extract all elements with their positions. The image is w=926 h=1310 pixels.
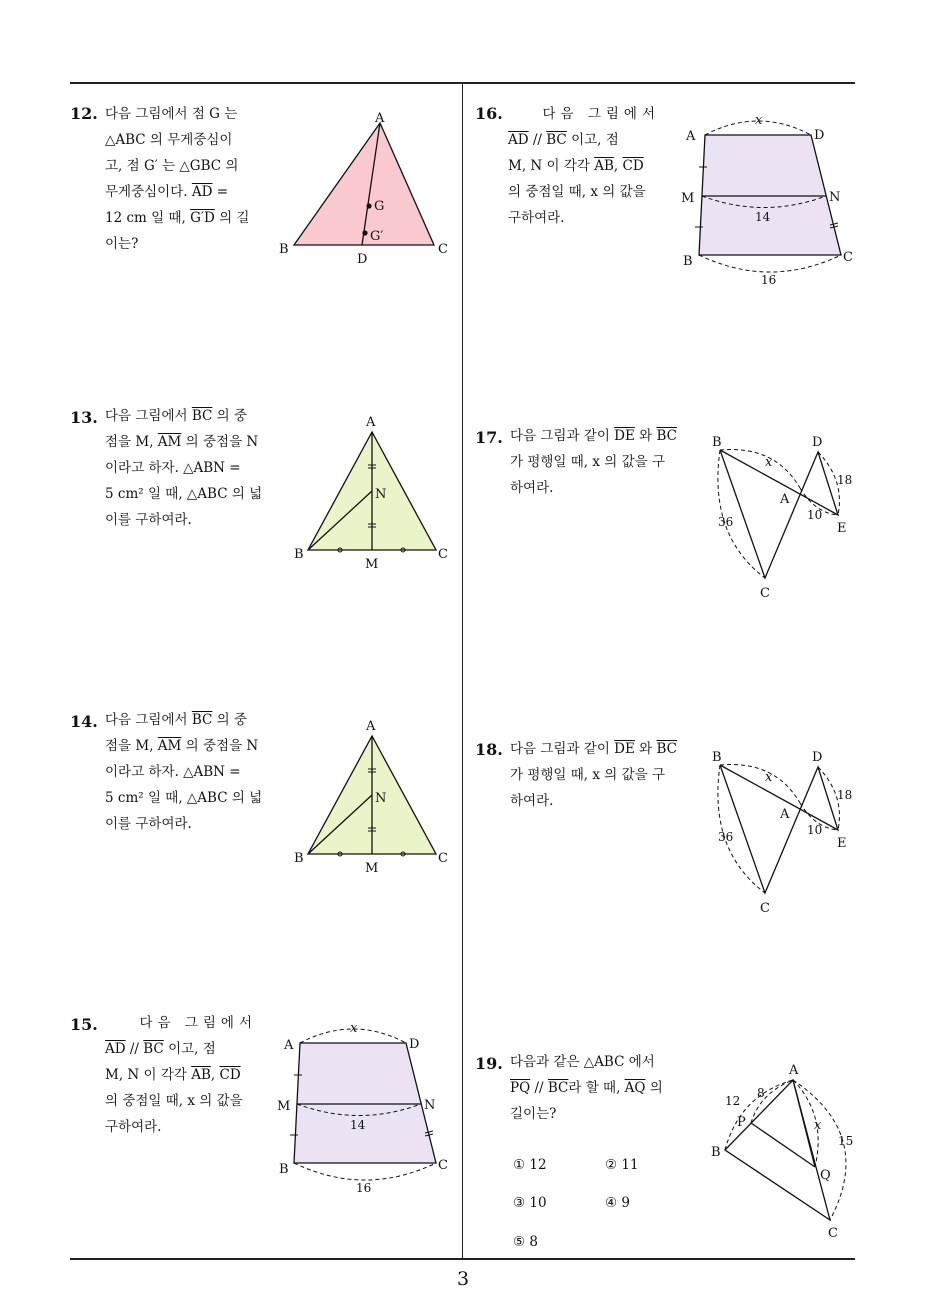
dim-15 [793,1080,846,1220]
label-x: x [814,1118,822,1133]
label-16: 16 [761,273,777,287]
label-m: M [277,1099,291,1114]
page-number: 3 [456,1268,470,1290]
label-c: C [843,250,853,265]
label-c: C [438,547,448,562]
dim-16 [294,1163,436,1180]
label-b: B [294,547,304,562]
choice-2[interactable]: ② 11 [605,1157,639,1173]
label-18: 18 [837,788,853,802]
label-d: D [357,252,368,267]
label-10: 10 [807,508,823,522]
crossed-triangles-figure [700,740,865,925]
question-text: 다음 그림에서 $\overline{AD} // \overline{BC}$ 이고, 점 M, N 이 각각 $\overline{AB}$, $\overline{CD}$ 의 중점일 때, x 의 값을 구하여라. [105,1015,257,1135]
triangle-abc [725,1080,830,1220]
crossed-triangles-figure [700,425,865,610]
label-c: C [438,851,448,866]
question-text: 다음과 같은 △ABC 에서 $\overline{PQ} // \overline{BC}$라 할 때, $\overline{AQ}$ 의 길이는? [510,1054,663,1122]
question-text: 다음 그림과 같이 $\overline{DE}$ 와 $\overline{BC}$ 가 평행일 때, x 의 값을 구 하여라. [510,428,677,496]
label-16: 16 [356,1181,372,1195]
trapezoid-abcd [699,135,841,255]
question-number: 19. [475,1054,503,1073]
question-number: 13. [70,408,98,427]
label-c: C [828,1226,838,1241]
label-18: 18 [837,473,853,487]
choice-3[interactable]: ③ 10 [513,1195,547,1211]
question-number: 14. [70,712,98,731]
question-text: 다음 그림에서 $\overline{BC}$ 의 중 점을 M, $\overline{AM}$ 의 중점을 N 이라고 하자. △ABN = 5 cm² 일 때, △ABC 의 넓 이를 구하여라. [105,408,263,528]
label-a: A [375,111,385,126]
label-36: 36 [718,830,734,844]
label-14: 14 [755,210,771,224]
label-e: E [837,836,847,851]
question-number: 15. [70,1015,98,1034]
label-e: E [837,521,847,536]
question-number: 16. [475,104,503,123]
label-36: 36 [718,515,734,529]
choice-5[interactable]: ⑤ 8 [513,1234,538,1250]
label-12: 12 [725,1094,741,1108]
dim-16 [699,255,841,272]
label-c: C [438,242,448,257]
label-8: 8 [757,1086,765,1100]
label-x: x [350,1021,358,1036]
label-15: 15 [838,1134,854,1148]
point-g [366,203,371,208]
question-text: 다음 그림에서 $\overline{AD} // \overline{BC}$ 이고, 점 M, N 이 각각 $\overline{AB}$, $\overline{CD}$ 의 중점일 때, x 의 값을 구하여라. [508,106,660,226]
label-a: A [284,1038,294,1053]
question-text: 다음 그림에서 점 G 는 △ABC 의 무게중심이 고, 점 G′ 는 △GBC 의 무게중심이다. $\overline{AD}$ = 12 cm 일 때, G′D 의 길 이는? [105,106,250,252]
label-p: P [737,1115,746,1130]
question-text: 다음 그림과 같이 $\overline{DE}$ 와 $\overline{BC}$ 가 평행일 때, x 의 값을 구 하여라. [510,741,677,809]
label-10: 10 [807,823,823,837]
label-m: M [365,861,379,876]
trapezoid-figure [675,107,865,292]
label-m: M [681,191,695,206]
label-a: A [780,492,790,507]
question-number: 18. [475,740,503,759]
label-m: M [365,557,379,572]
label-b: B [711,1145,721,1160]
column-divider [462,83,463,1259]
label-c: C [438,1158,448,1173]
label-a: A [789,1063,799,1078]
label-x: x [765,770,773,785]
label-n: N [375,487,387,502]
label-x: x [755,113,763,128]
label-a: A [686,129,696,144]
triangle-abc [294,123,434,245]
label-n: N [375,791,387,806]
label-b: B [294,851,304,866]
label-x: x [765,455,773,470]
label-d: D [812,750,823,765]
label-d: D [814,128,825,143]
question-number: 12. [70,104,98,123]
midpoint-triangle-figure [280,714,460,879]
label-b: B [279,242,289,257]
question-text: 다음 그림에서 $\overline{BC}$ 의 중 점을 M, $\overline{AM}$ 의 중점을 N 이라고 하자. △ABN = 5 cm² 일 때, △ABC 의 넓 이를 구하여라. [105,712,263,832]
label-a: A [780,807,790,822]
label-d: D [812,435,823,450]
trapezoid-abcd [294,1043,436,1163]
label-q: Q [820,1168,831,1183]
label-b: B [279,1162,289,1177]
parallel-triangle-figure [705,1055,865,1245]
label-b: B [712,750,722,765]
label-b: B [683,254,693,269]
label-d: D [409,1037,420,1052]
label-a: A [366,415,376,430]
point-g-prime [362,230,367,235]
choice-1[interactable]: ① 12 [513,1157,547,1173]
label-c: C [760,901,770,916]
label-n: N [424,1098,436,1113]
label-c: C [760,586,770,601]
label-g: G [374,199,385,214]
label-n: N [829,190,841,205]
label-14: 14 [350,1118,366,1132]
label-a: A [366,719,376,734]
midpoint-triangle-figure [280,410,460,575]
trapezoid-figure [270,1015,460,1200]
centroid-triangle-figure [270,105,460,275]
question-number: 17. [475,428,503,447]
choice-4[interactable]: ④ 9 [605,1195,630,1211]
label-b: B [712,435,722,450]
label-g-prime: G′ [370,229,384,244]
